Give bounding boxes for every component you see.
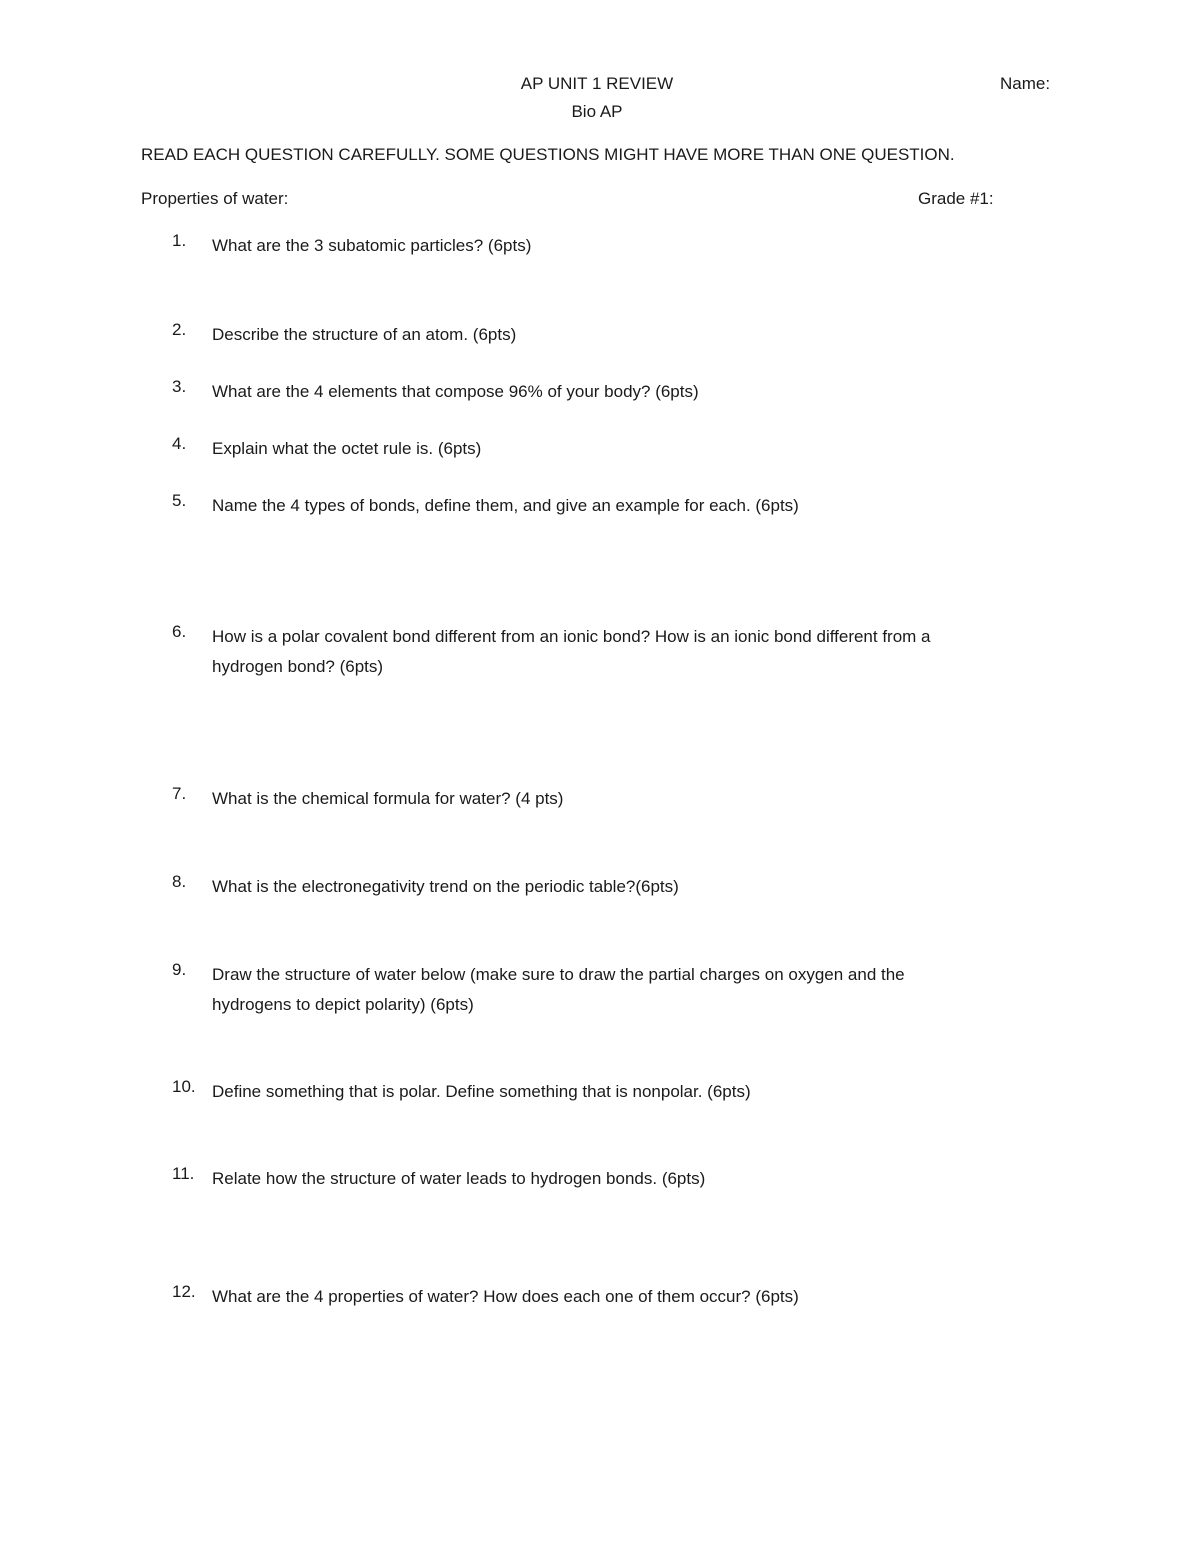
question-number: 8. <box>172 872 187 891</box>
question-text-line2: hydrogen bond? (6pts) <box>212 657 384 676</box>
question-text: Relate how the structure of water leads to hydrogen bonds. (6pts) <box>212 1169 706 1188</box>
question-number: 11. <box>172 1164 195 1183</box>
question-text: What are the 4 elements that compose 96% of your body? (6pts) <box>212 382 699 401</box>
question-text: Define something that is polar. Define something that is nonpolar. (6pts) <box>212 1082 751 1101</box>
question-number: 10. <box>172 1077 196 1096</box>
question-number: 12. <box>172 1282 196 1301</box>
question-number: 9. <box>172 960 187 979</box>
page-title: AP UNIT 1 REVIEW <box>520 74 674 93</box>
question-number: 7. <box>172 784 187 803</box>
instructions: READ EACH QUESTION CAREFULLY. SOME QUESTIONS MIGHT HAVE MORE THAN ONE QUESTION. <box>141 145 955 164</box>
question-text-line1: Draw the structure of water below (make sure to draw the partial charges on oxygen and the <box>212 965 905 984</box>
question-text-line2: hydrogens to depict polarity) (6pts) <box>212 995 474 1014</box>
question-number: 3. <box>172 377 187 396</box>
grade-label: Grade #1: <box>918 189 994 208</box>
name-label: Name: <box>1000 74 1051 93</box>
question-number: 2. <box>172 320 187 339</box>
question-text: Name the 4 types of bonds, define them, and give an example for each. (6pts) <box>212 496 799 515</box>
question-text <box>212 960 1072 1020</box>
question-text-line1: How is a polar covalent bond different from an ionic bond? How is an ionic bond different from a <box>212 627 931 646</box>
question-text: What is the chemical formula for water? (4 pts) <box>212 789 564 808</box>
question-number: 1. <box>172 231 187 250</box>
page-subtitle: Bio AP <box>571 102 623 121</box>
question-text: What are the 4 properties of water? How does each one of them occur? (6pts) <box>212 1287 799 1306</box>
question-number: 6. <box>172 622 187 641</box>
question-text <box>212 622 1072 682</box>
question-text: Explain what the octet rule is. (6pts) <box>212 439 482 458</box>
section-title: Properties of water: <box>141 189 289 208</box>
question-text: Describe the structure of an atom. (6pts) <box>212 325 517 344</box>
question-text: What are the 3 subatomic particles? (6pts) <box>212 236 532 255</box>
question-text: What is the electronegativity trend on the periodic table?(6pts) <box>212 877 679 896</box>
question-number: 4. <box>172 434 187 453</box>
question-number: 5. <box>172 491 187 510</box>
